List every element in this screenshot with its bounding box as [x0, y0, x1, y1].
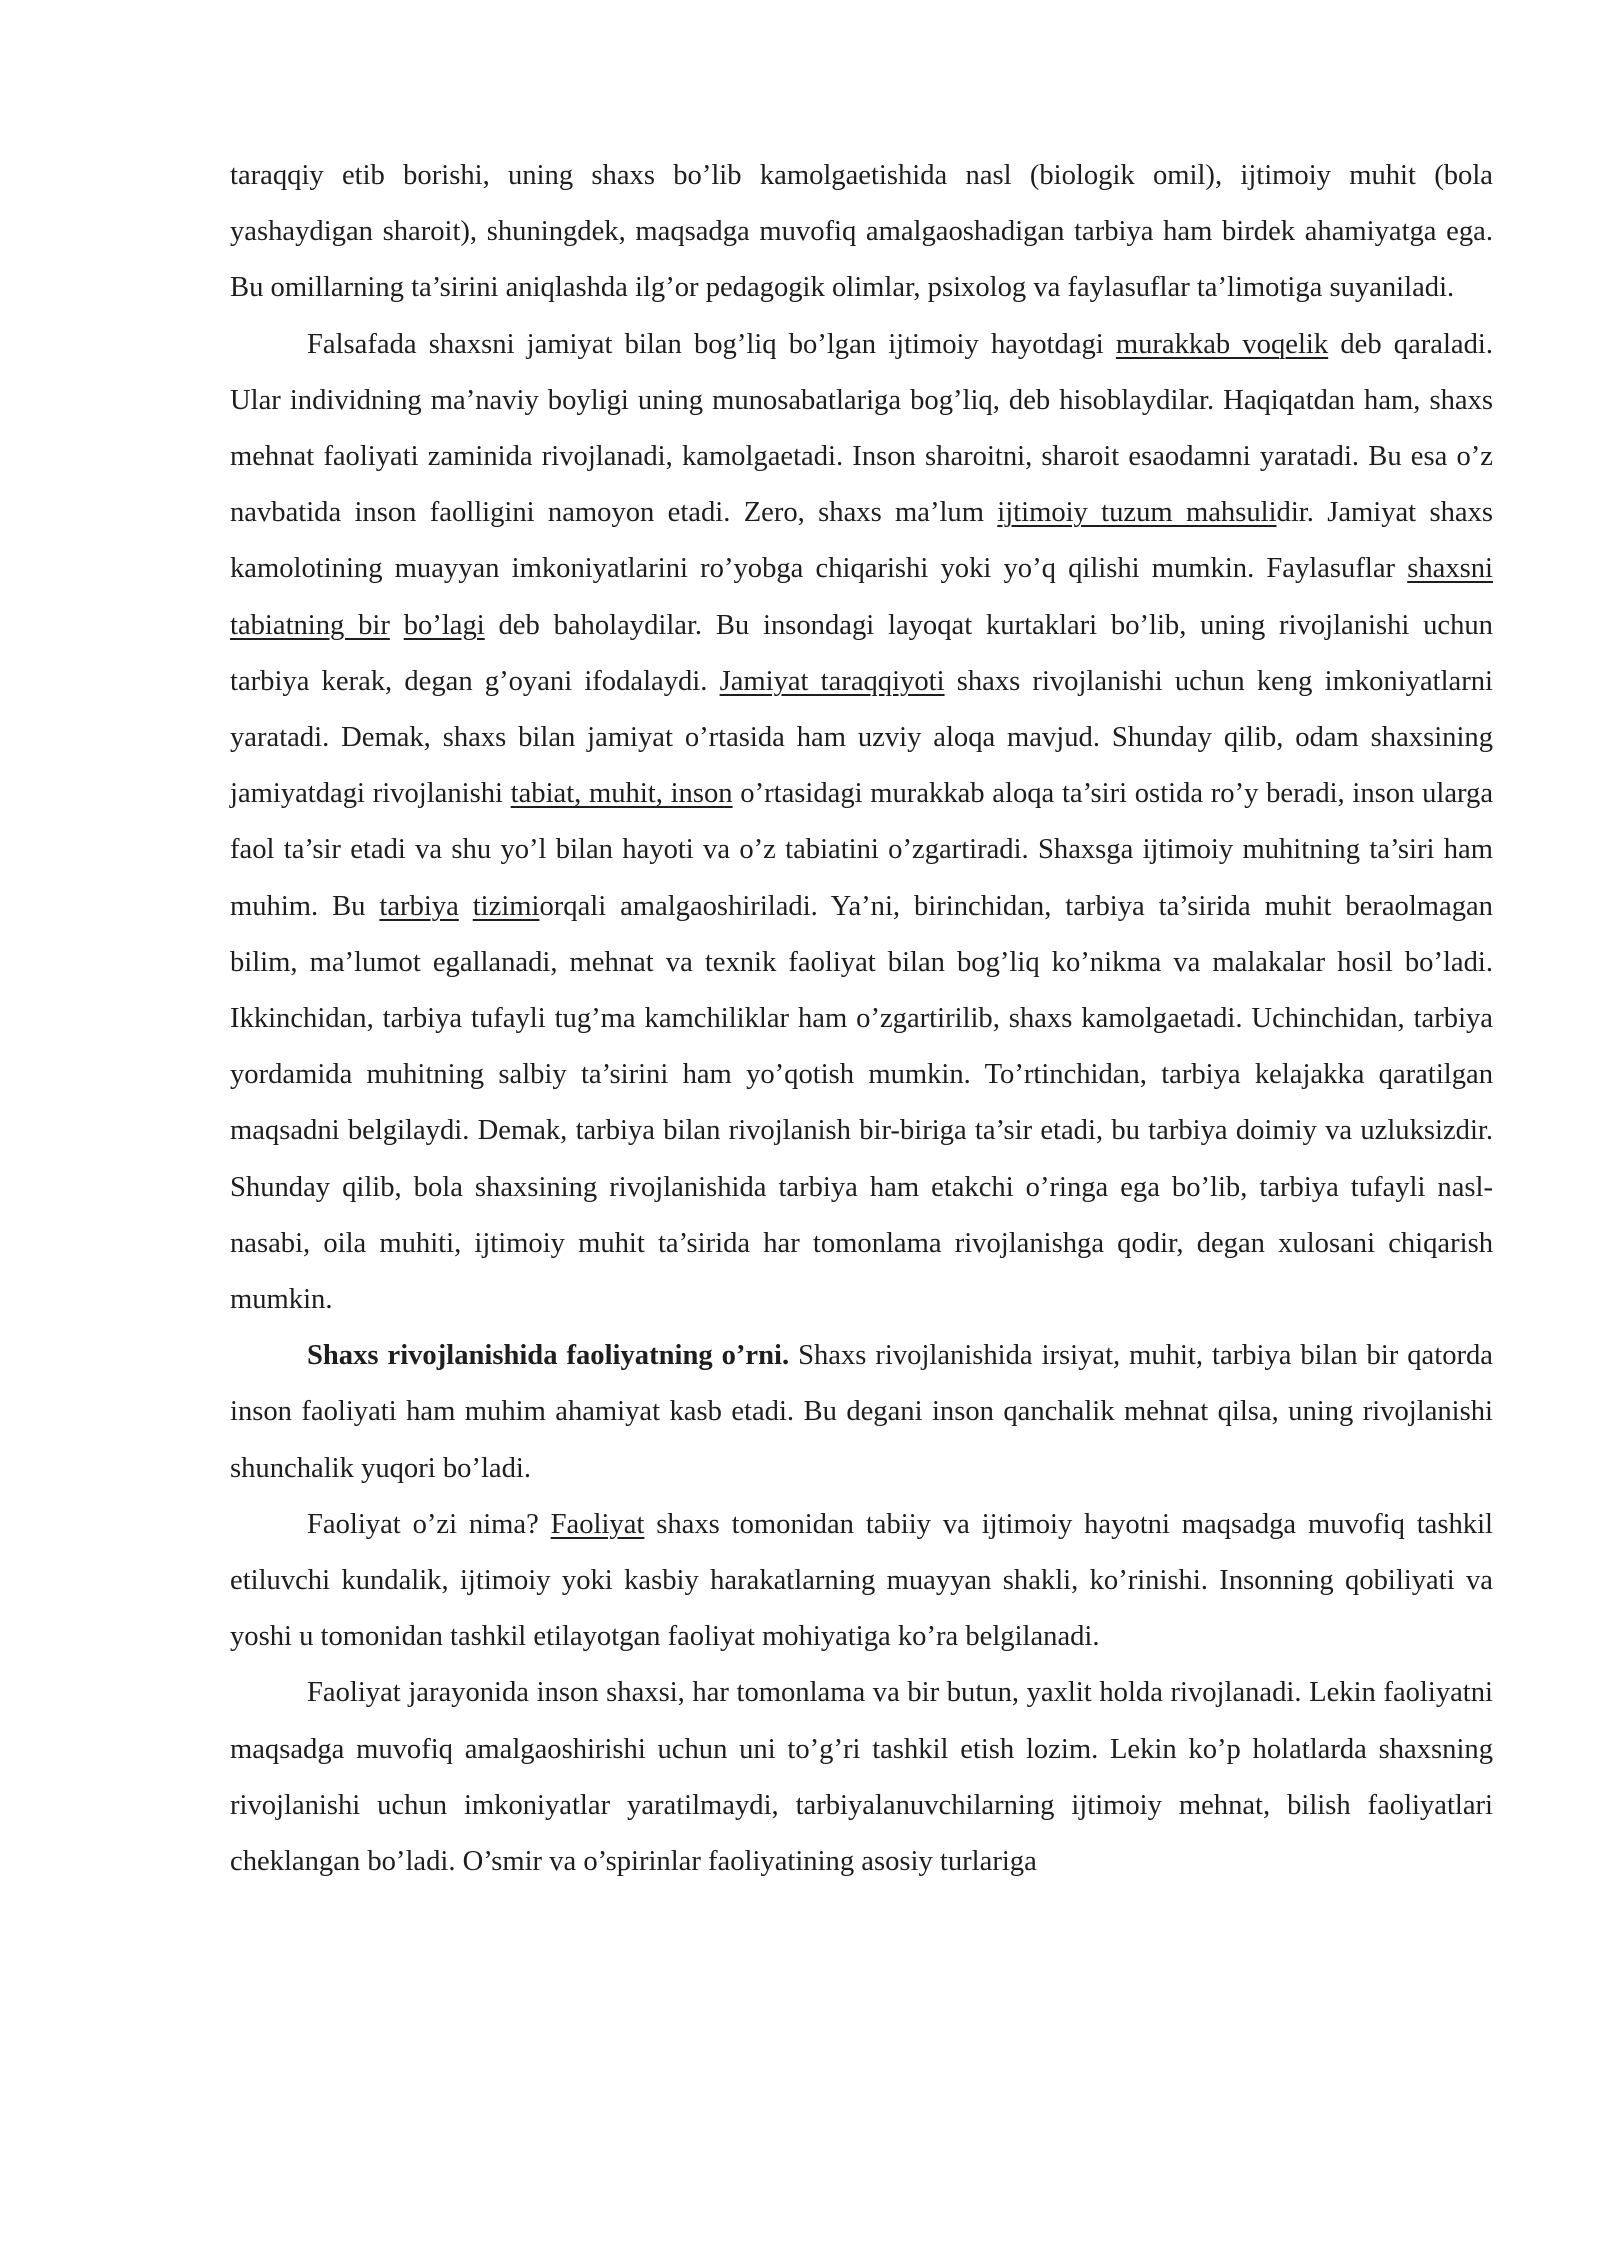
underlined-text: tabiat, muhit, inson [510, 778, 733, 810]
paragraph [230, 1665, 1493, 1890]
text-run: Falsafada shaxsni jamiyat bilan bog’liq bo’lgan ijtimoiy hayotdagi [307, 328, 1116, 360]
paragraph [230, 1497, 1493, 1666]
underlined-text: bo’lagi [403, 609, 485, 641]
text-run: shaxs tomonidan tabiiy va ijtimoiy hayotni maqsadga muvofiq tashkil etiluvchi kundalik, ijtimoiy yoki kasbiy harakatlarning muayyan shakli, ko’rinishi. Insonning qobiliyati va yoshi u tomonidan tashkil etilayotgan faoliyat mohiyatiga ko’ra belgilanadi. [230, 1508, 1493, 1653]
text-run: dir. Jamiyat shaxs kamolotining muayyan imkoniyatlarini ro’yobga chiqarishi yoki yo’q qilishi mumkin. Faylasuflar [230, 497, 1493, 585]
text-run [459, 891, 473, 922]
paragraph [230, 148, 1493, 317]
text-run: deb baholaydilar. Bu insondagi layoqat kurtaklari bo’lib, uning rivojlanishi uchun tarbiya kerak, degan g’oyani ifodalaydi. [230, 609, 1493, 697]
text-run: Faoliyat o’zi nima? [307, 1508, 551, 1540]
text-run: Faoliyat jarayonida inson shaxsi, har tomonlama va bir butun, yaxlit holda rivojlanadi. Lekin faoliyatni maqsadga muvofiq amalgaoshirishi uchun uni to’g’ri tashkil etish lozim. Lekin ko’p holatlarda shaxsning rivojlanishi uchun imkoniyatlar yaratilmaydi, tarbiyalanuvchilarning ijtimoiy mehnat, bilish faoliyatlari cheklangan bo’ladi. O’smir va o’spirinlar faoliyatining asosiy turlariga [230, 1677, 1493, 1878]
text-run: Shaxs rivojlanishida irsiyat, muhit, tarbiya bilan bir qatorda inson faoliyati ham muhim ahamiyat kasb etadi. Bu degani inson qanchalik mehnat qilsa, uning rivojlanishi shunchalik yuqori bo’ladi. [230, 1340, 1493, 1484]
text-run: taraqqiy etib borishi, uning shaxs bo’lib kamolgaetishida nasl (biologik omil), ijtimoiy muhit (bola yashaydigan sharoit), shuningdek, maqsadga muvofiq amalgaoshadigan tarbiya ham birdek ahamiyatga ega. Bu omillarning ta’sirini aniqlashda ilg’or pedagogik olimlar, psixolog va faylasuflar ta’limotiga suyaniladi. [230, 160, 1493, 304]
text-run: shaxs rivojlanishi uchun keng imkoniyatlarni yaratadi. Demak, shaxs bilan jamiyat o’rtasida ham uzviy aloqa mavjud. Shunday qilib, odam shaxsining jamiyatdagi rivojlanishi [230, 665, 1493, 810]
underlined-text: Jamiyat taraqqiyoti [719, 665, 945, 697]
underlined-text: tizimi [472, 890, 540, 922]
text-run [390, 610, 404, 641]
text-run: o’rtasidagi murakkab aloqa ta’siri ostida ro’y beradi, inson ularga faol ta’sir etadi va shu yo’l bilan hayoti va o’z tabiatini o’zgartiradi. Shaxsga ijtimoiy muhitning ta’siri ham muhim. Bu [230, 778, 1494, 922]
underlined-text: murakkab voqelik [1115, 328, 1329, 360]
text-run: orqali amalgaoshiriladi. Ya’ni, birinchidan, tarbiya ta’sirida muhit beraolmagan bilim, ma’lumot egallanadi, mehnat va texnik faoliyat bilan bog’liq ko’nikma va malakalar hosil bo’ladi. Ikkinchidan, tarbiya tufayli tug’ma kamchiliklar ham o’zgartirilib, shaxs kamolgaetadi. Uchinchidan, tarbiya yordamida muhitning salbiy ta’sirini ham yo’qotish mumkin. To’rtinchidan, tarbiya kelajakka qaratilgan maqsadni belgilaydi. Demak, tarbiya bilan rivojlanish bir-biriga ta’sir etadi, bu tarbiya doimiy va uzluksizdir. Shunday qilib, bola shaxsining rivojlanishida tarbiya ham etakchi o’ringa ega bo’lib, tarbiya tufayli nasl-nasabi, oila muhiti, ijtimoiy muhit ta’sirida har tomonlama rivojlanishga qodir, degan xulosani chiqarish mumkin. [230, 890, 1493, 1316]
underlined-text: shaxsni tabiatning bir [230, 553, 1493, 641]
underlined-text: Faoliyat [550, 1508, 645, 1540]
bold-text: Shaxs rivojlanishida faoliyatning o’rni. [307, 1340, 790, 1372]
underlined-text: tarbiya [379, 890, 459, 922]
paragraph [230, 1328, 1493, 1497]
text-run: deb qaraladi. Ular individning ma’naviy boyligi uning munosabatlariga bog’liq, deb hisoblaydilar. Haqiqatdan ham, shaxs mehnat faoliyati zaminida rivojlanadi, kamolgaetadi. Inson sharoitni, sharoit esaodamni yaratadi. Bu esa o’z navbatida inson faolligini namoyon etadi. Zero, shaxs ma’lum [230, 328, 1494, 529]
document-page [230, 148, 1493, 1890]
paragraph [230, 317, 1493, 1329]
underlined-text: ijtimoiy tuzum mahsuli [997, 497, 1277, 529]
